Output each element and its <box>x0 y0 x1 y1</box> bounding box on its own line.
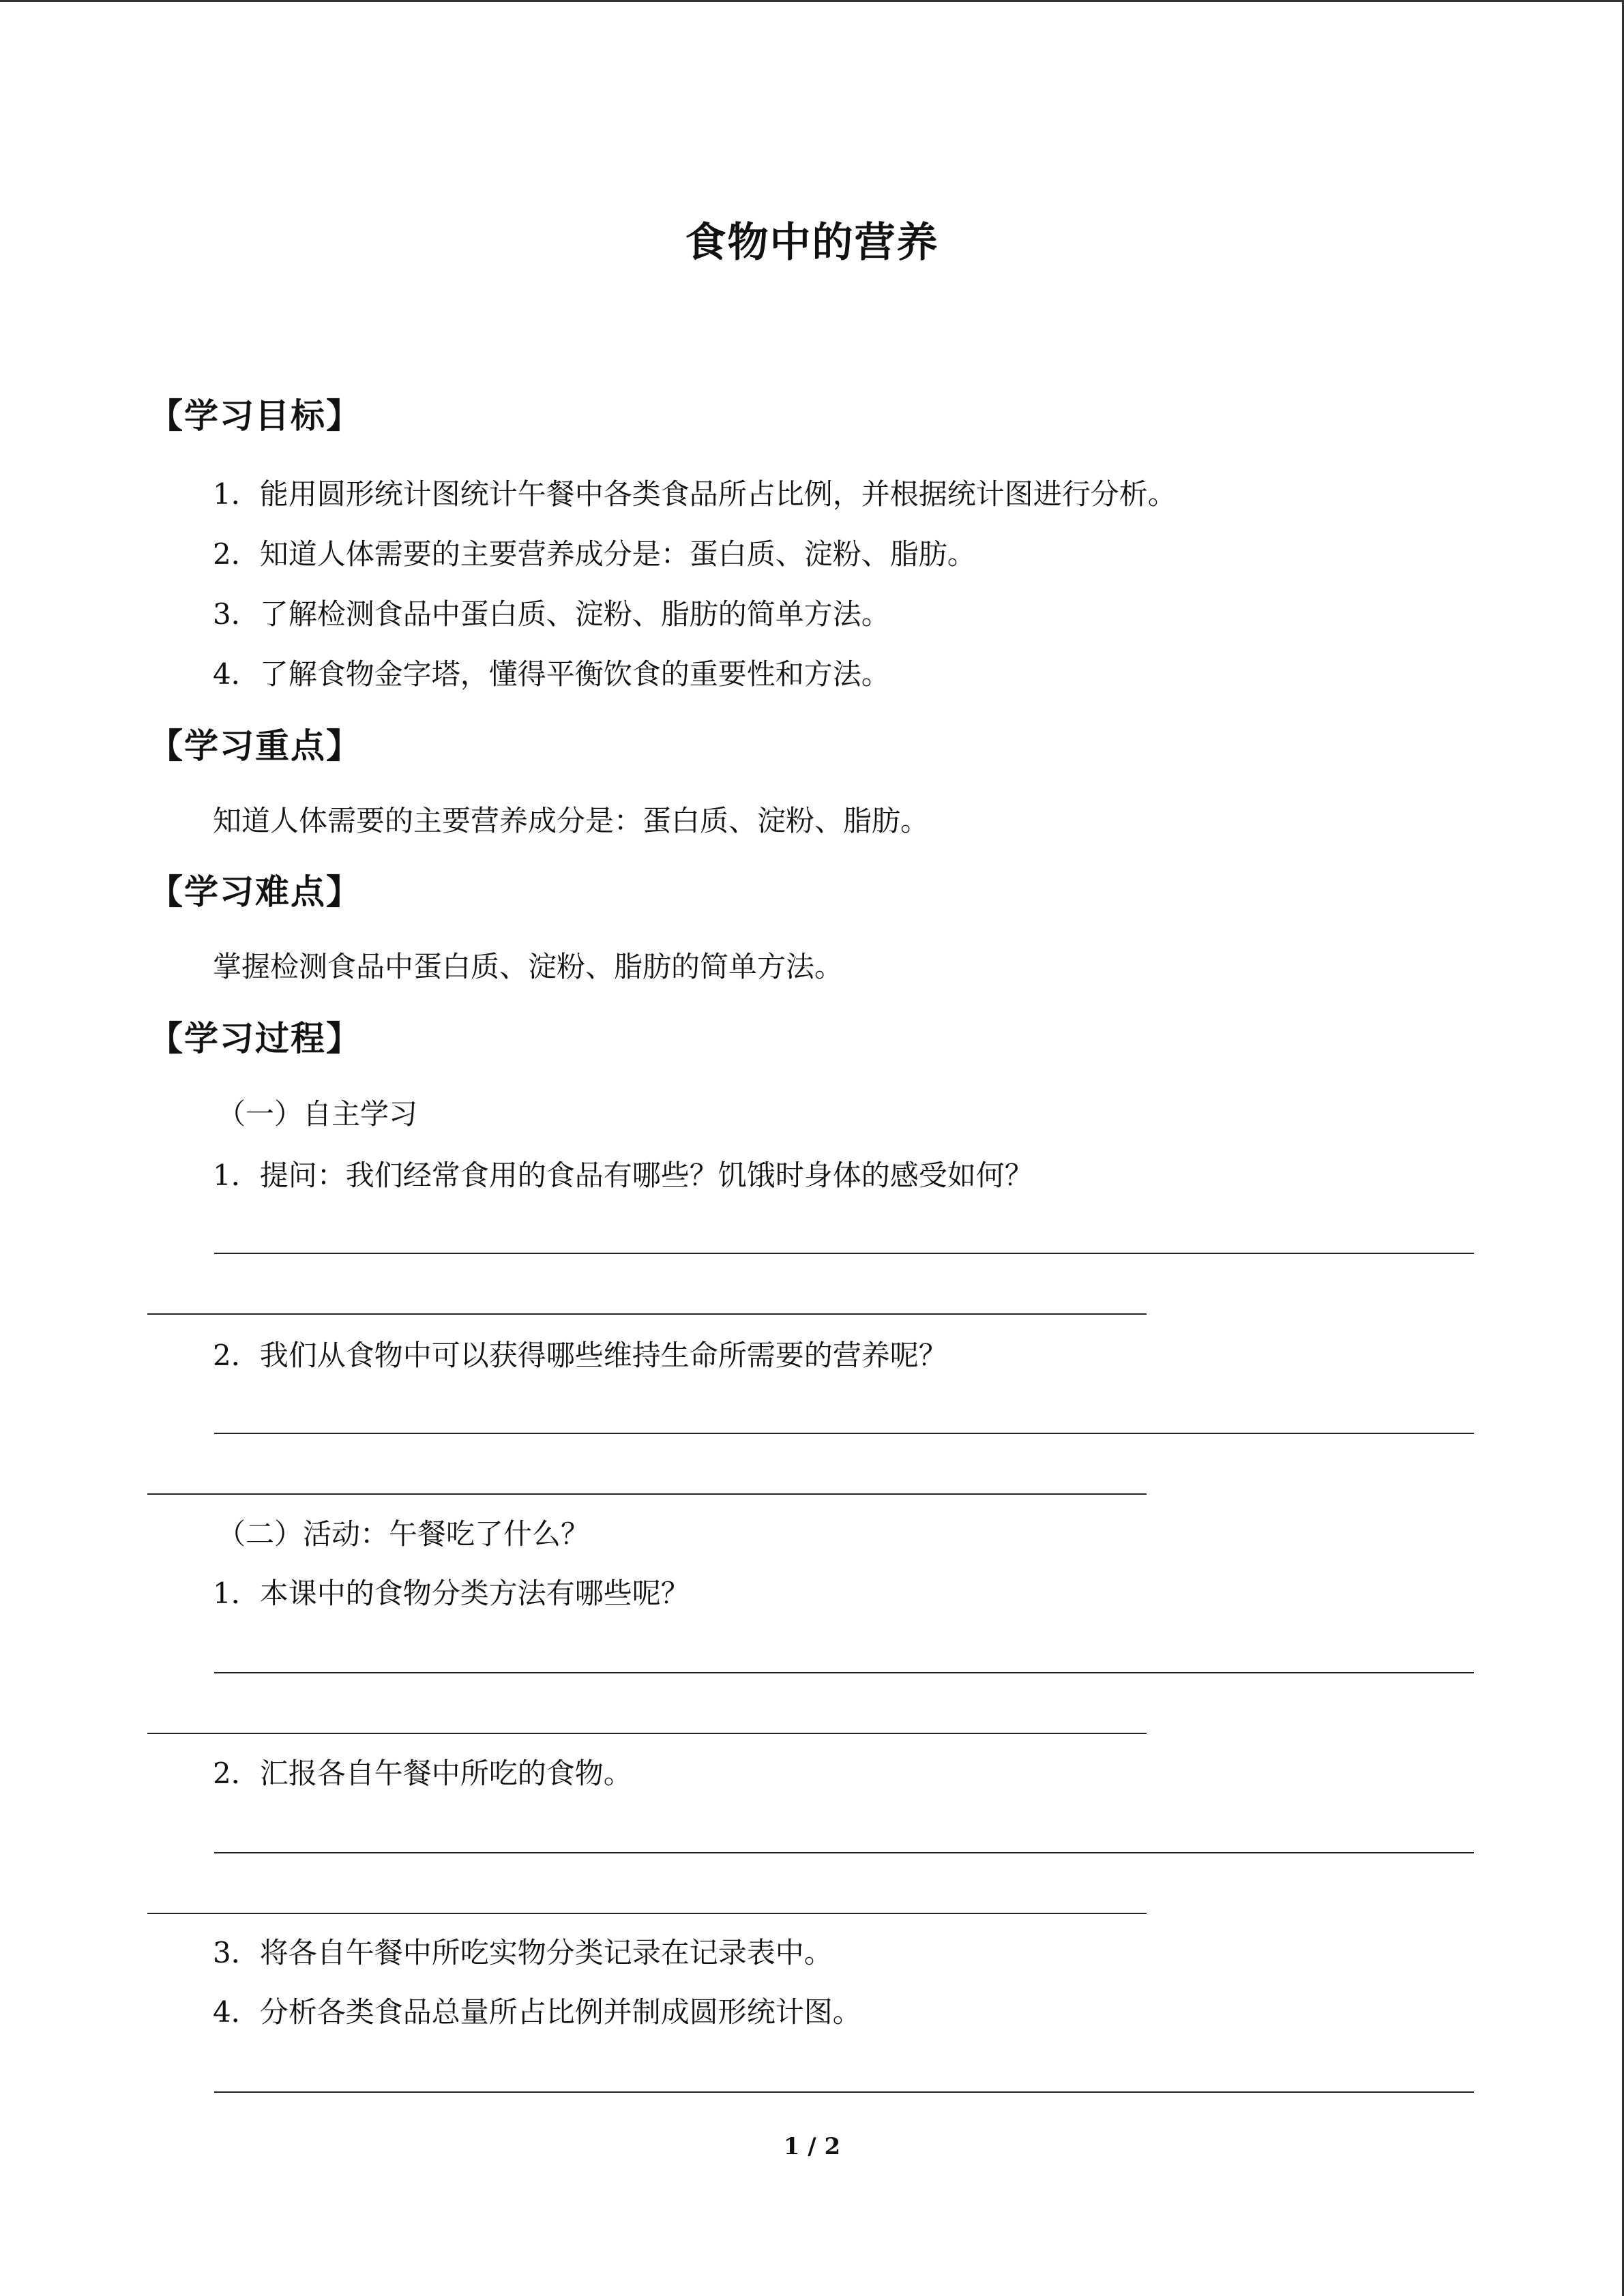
difficulties-heading: 【学习难点】 <box>149 871 361 912</box>
part1-question-2: 2．我们从食物中可以获得哪些维持生命所需要的营养呢？ <box>213 1339 947 1372</box>
objective-item-3: 3．了解检测食品中蛋白质、淀粉、脂肪的简单方法。 <box>213 597 890 631</box>
part2-question-1: 1．本课中的食物分类方法有哪些呢？ <box>213 1577 690 1610</box>
objectives-heading: 【学习目标】 <box>149 396 361 436</box>
objective-item-4: 4．了解食物金字塔，懂得平衡饮食的重要性和方法。 <box>213 657 890 691</box>
process-heading: 【学习过程】 <box>149 1018 361 1058</box>
answer-line <box>214 1672 1474 1673</box>
page-border-top <box>0 0 1624 2</box>
key-points-heading: 【学习重点】 <box>149 726 361 766</box>
part2-question-2: 2．汇报各自午餐中所吃的食物。 <box>213 1757 632 1790</box>
answer-line <box>214 1852 1474 1853</box>
part2-question-4: 4．分析各类食品总量所占比例并制成圆形统计图。 <box>213 1995 861 2029</box>
key-points-text: 知道人体需要的主要营养成分是：蛋白质、淀粉、脂肪。 <box>213 804 930 837</box>
answer-line <box>214 2091 1474 2093</box>
answer-line <box>147 1913 1147 1914</box>
part2-question-3: 3．将各自午餐中所吃实物分类记录在记录表中。 <box>213 1936 833 1969</box>
difficulties-text: 掌握检测食品中蛋白质、淀粉、脂肪的简单方法。 <box>213 950 844 983</box>
part1-label: （一）自主学习 <box>217 1097 418 1131</box>
page-number: 1 / 2 <box>783 2133 841 2160</box>
page-title: 食物中的营养 <box>685 219 939 267</box>
objective-item-2: 2．知道人体需要的主要营养成分是：蛋白质、淀粉、脂肪。 <box>213 537 976 571</box>
answer-line <box>147 1493 1147 1495</box>
answer-line <box>214 1433 1474 1434</box>
part2-label: （二）活动：午餐吃了什么？ <box>217 1517 590 1551</box>
answer-line <box>147 1313 1147 1315</box>
part1-question-1: 1．提问：我们经常食用的食品有哪些？饥饿时身体的感受如何？ <box>213 1159 1033 1192</box>
objective-item-1: 1．能用圆形统计图统计午餐中各类食品所占比例，并根据统计图进行分析。 <box>213 477 1177 511</box>
answer-line <box>147 1733 1147 1734</box>
answer-line <box>214 1253 1474 1254</box>
